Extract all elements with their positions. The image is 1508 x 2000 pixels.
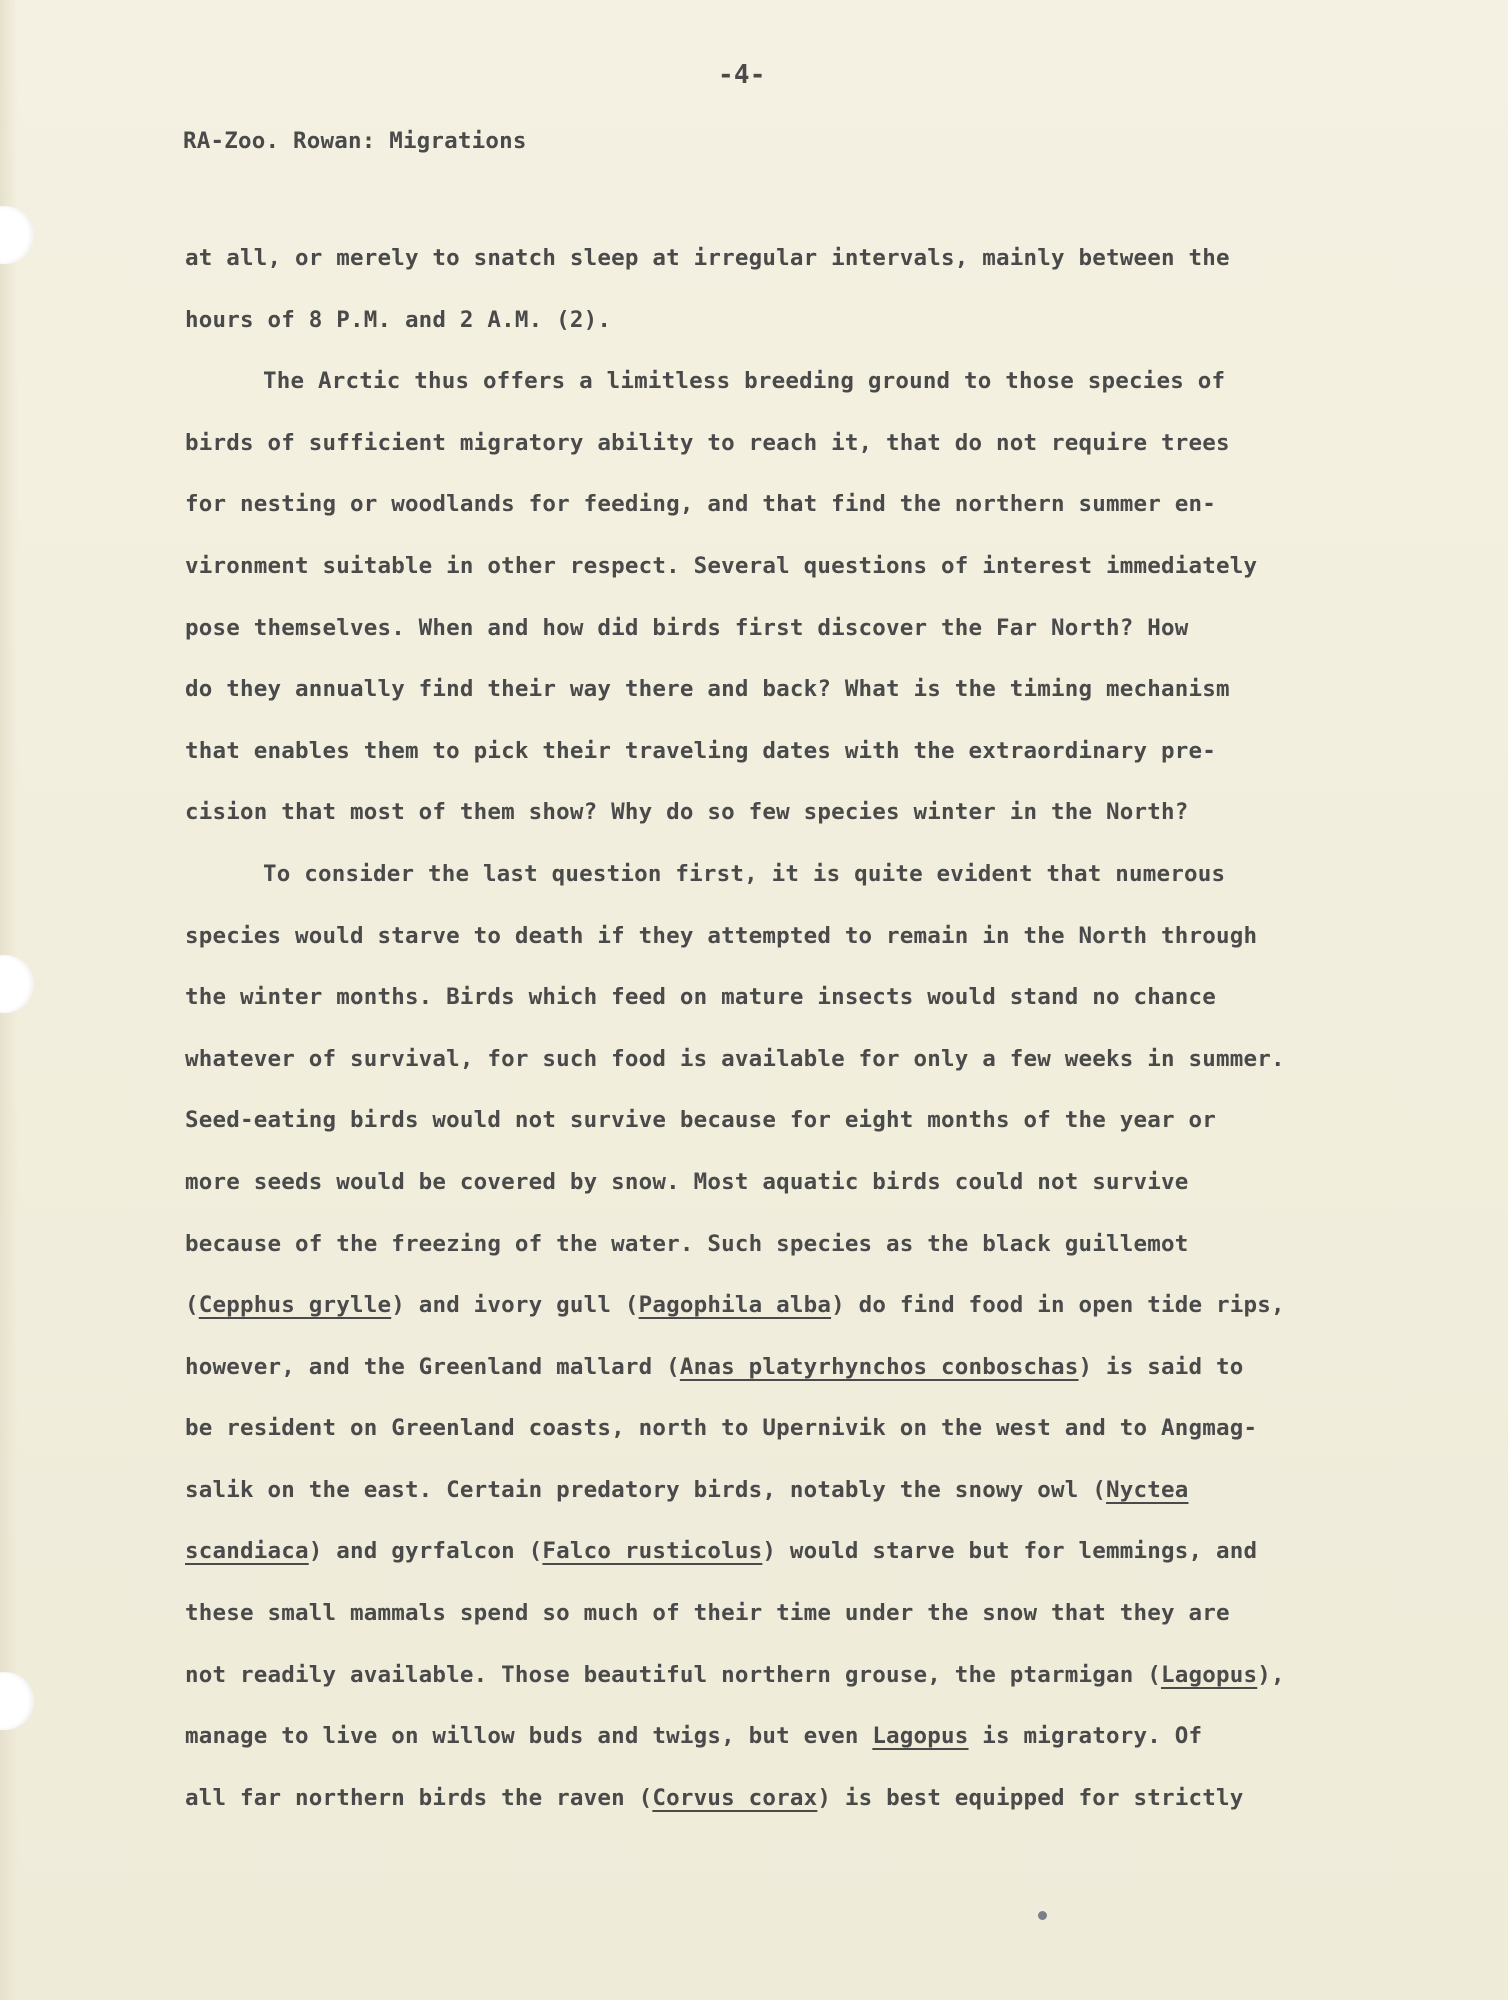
page-number: -4-	[718, 60, 766, 90]
text-segment: ) do find food in open tide rips,	[831, 1292, 1285, 1319]
text-line	[185, 1470, 1285, 1532]
text-segment: The Arctic thus offers a limitless breeding ground to those species of	[263, 368, 1226, 395]
text-line	[185, 1655, 1285, 1717]
text-line	[185, 608, 1285, 670]
text-segment: that enables them to pick their traveling dates with the extraordinary pre-	[185, 737, 1216, 764]
text-segment: at all, or merely to snatch sleep at irregular intervals, mainly between the	[185, 245, 1230, 271]
text-segment: more seeds would be covered by snow. Most aquatic birds could not survive	[185, 1168, 1189, 1195]
text-segment: birds of sufficient migratory ability to reach it, that do not require trees	[185, 429, 1230, 456]
text-segment: whatever of survival, for such food is available for only a few weeks in summer.	[185, 1045, 1285, 1072]
text-segment: salik on the east. Certain predatory birds, notably the snowy owl (	[185, 1476, 1106, 1503]
text-segment: ) and gyrfalcon (	[308, 1538, 543, 1565]
text-line	[185, 546, 1285, 608]
text-segment: however, and the Greenland mallard (	[185, 1353, 680, 1380]
text-line	[185, 854, 1285, 916]
species-name: Falco rusticolus	[542, 1538, 763, 1565]
text-line	[185, 731, 1285, 793]
text-line	[185, 1593, 1285, 1655]
text-segment: ) would starve but for lemmings, and	[762, 1538, 1258, 1565]
text-segment: be resident on Greenland coasts, north to Upernivik on the west and to Angmag-	[185, 1415, 1258, 1442]
text-segment: species would starve to death if they attempted to remain in the North through	[185, 922, 1258, 949]
text-segment: all far northern birds the raven (	[185, 1784, 653, 1811]
text-segment: To consider the last question first, it is quite evident that numerous	[263, 860, 1226, 887]
species-name: Cepphus grylle	[198, 1292, 392, 1319]
text-segment: is migratory. Of	[968, 1723, 1203, 1750]
species-name: scandiaca	[185, 1538, 309, 1565]
punch-hole-bottom	[0, 1672, 34, 1730]
text-segment: vironment suitable in other respect. Several questions of interest immediately	[185, 552, 1258, 579]
text-segment: pose themselves. When and how did birds first discover the Far North? How	[185, 614, 1189, 641]
text-segment: these small mammals spend so much of their time under the snow that they are	[185, 1600, 1230, 1627]
text-line	[185, 1408, 1285, 1470]
text-line	[185, 484, 1285, 546]
text-segment: ) is said to	[1078, 1353, 1244, 1380]
text-line	[185, 1162, 1285, 1224]
ink-speck	[1038, 1911, 1047, 1920]
text-segment: manage to live on willow buds and twigs, but even	[185, 1723, 873, 1750]
text-segment: cision that most of them show? Why do so few species winter in the North?	[185, 799, 1189, 826]
text-segment: do they annually find their way there and back? What is the timing mechanism	[185, 676, 1230, 703]
punch-hole-middle	[0, 955, 34, 1013]
text-line	[185, 977, 1285, 1039]
text-line	[185, 238, 1285, 300]
species-name: Pagophila alba	[638, 1292, 832, 1319]
text-line	[185, 1716, 1285, 1778]
text-line	[185, 1224, 1285, 1286]
species-name: Nyctea	[1106, 1476, 1189, 1503]
text-segment: ),	[1257, 1661, 1285, 1688]
text-line	[185, 792, 1285, 854]
text-line	[185, 300, 1285, 362]
text-segment: ) and ivory gull (	[391, 1292, 639, 1319]
text-segment: for nesting or woodlands for feeding, and that find the northern summer en-	[185, 491, 1216, 518]
text-line	[185, 361, 1285, 423]
page-header: RA-Zoo. Rowan: Migrations	[183, 128, 527, 154]
text-line	[185, 423, 1285, 485]
text-segment: (	[185, 1292, 199, 1319]
text-line	[185, 1285, 1285, 1347]
text-segment: the winter months. Birds which feed on mature insects would stand no chance	[185, 984, 1216, 1011]
text-segment: hours of 8 P.M. and 2 A.M. (2).	[185, 306, 612, 333]
text-line	[185, 1039, 1285, 1101]
text-line	[185, 1531, 1285, 1593]
species-name: Lagopus	[1160, 1661, 1258, 1688]
text-line	[185, 916, 1285, 978]
text-line	[185, 669, 1285, 731]
text-line	[185, 1100, 1285, 1162]
species-name: Anas platyrhynchos conboschas	[679, 1353, 1079, 1380]
species-name: Lagopus	[872, 1723, 969, 1750]
text-segment: not readily available. Those beautiful northern grouse, the ptarmigan (	[185, 1661, 1161, 1688]
body-text	[185, 238, 1285, 1839]
text-line	[185, 1347, 1285, 1409]
species-name: Corvus corax	[652, 1784, 818, 1811]
text-segment: ) is best equipped for strictly	[817, 1784, 1244, 1811]
text-line	[185, 1778, 1285, 1840]
text-segment: Seed-eating birds would not survive because for eight months of the year or	[185, 1107, 1216, 1134]
text-segment: because of the freezing of the water. Such species as the black guillemot	[185, 1230, 1189, 1257]
punch-hole-top	[0, 206, 34, 264]
